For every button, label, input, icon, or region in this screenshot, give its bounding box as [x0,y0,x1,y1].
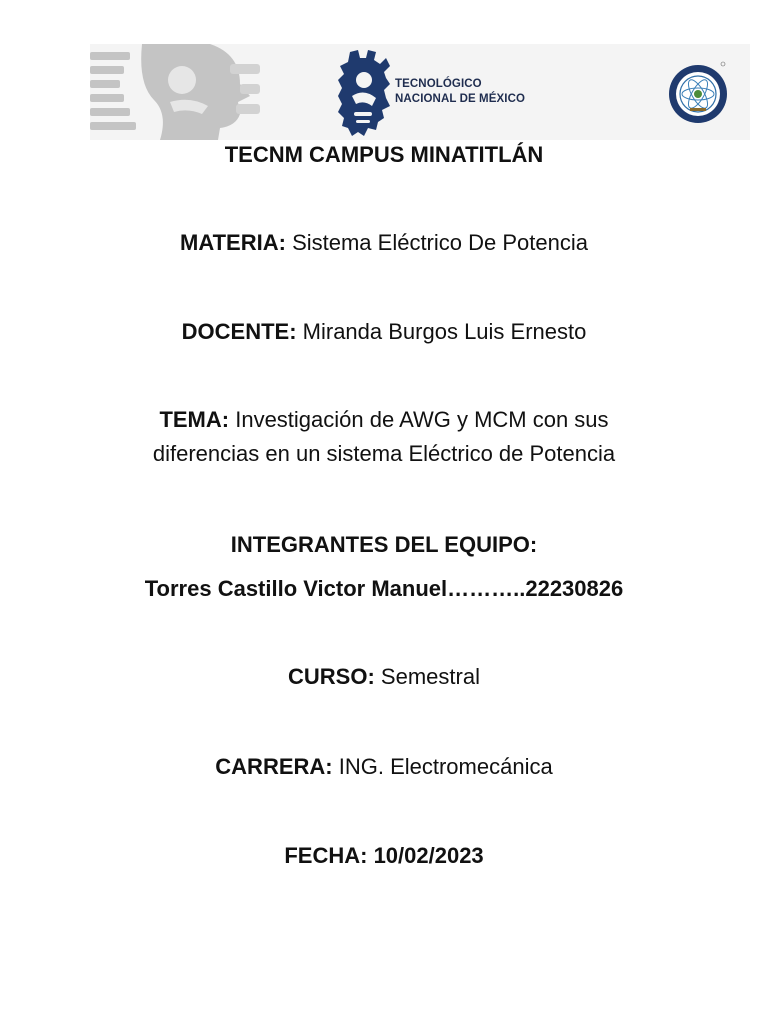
institute-seal-logo [668,58,730,128]
carrera-line [0,752,768,782]
materia-line [0,228,768,258]
campus-title: TECNM CAMPUS MINATITLÁN [224,142,544,167]
fecha-label: FECHA: [284,843,368,868]
curso-line [0,662,768,692]
materia-value: Sistema Eléctrico De Potencia [292,230,588,255]
tema-value-line2: diferencias en un sistema Eléctrico de Potencia [152,441,616,466]
logo-text-line1: TECNOLÓGICO [395,78,482,90]
carrera-label: CARRERA: [215,754,333,779]
fecha-value: 10/02/2023 [373,843,484,868]
docente-line [0,317,768,347]
fecha-line [0,841,768,871]
header-banner [90,44,750,140]
tema-value-line1: Investigación de AWG y MCM con sus [235,407,609,432]
integrantes-label: INTEGRANTES DEL EQUIPO: [230,532,538,557]
docente-value: Miranda Burgos Luis Ernesto [302,319,587,344]
curso-label: CURSO: [288,664,375,689]
logo-text-line2: NACIONAL DE MÉXICO [395,93,526,105]
tecnm-wordmark [395,77,525,107]
tema-label: TEMA: [159,407,230,432]
tema-line-1 [0,405,768,435]
carrera-value: ING. Electromecánica [338,754,553,779]
integrante-1: Torres Castillo Victor Manuel………..22230826 [144,576,624,601]
materia-label: MATERIA: [180,230,286,255]
tecnm-gear-logo [336,48,390,138]
docente-label: DOCENTE: [181,319,297,344]
aztec-profile-art [90,44,260,140]
curso-value: Semestral [380,664,480,689]
